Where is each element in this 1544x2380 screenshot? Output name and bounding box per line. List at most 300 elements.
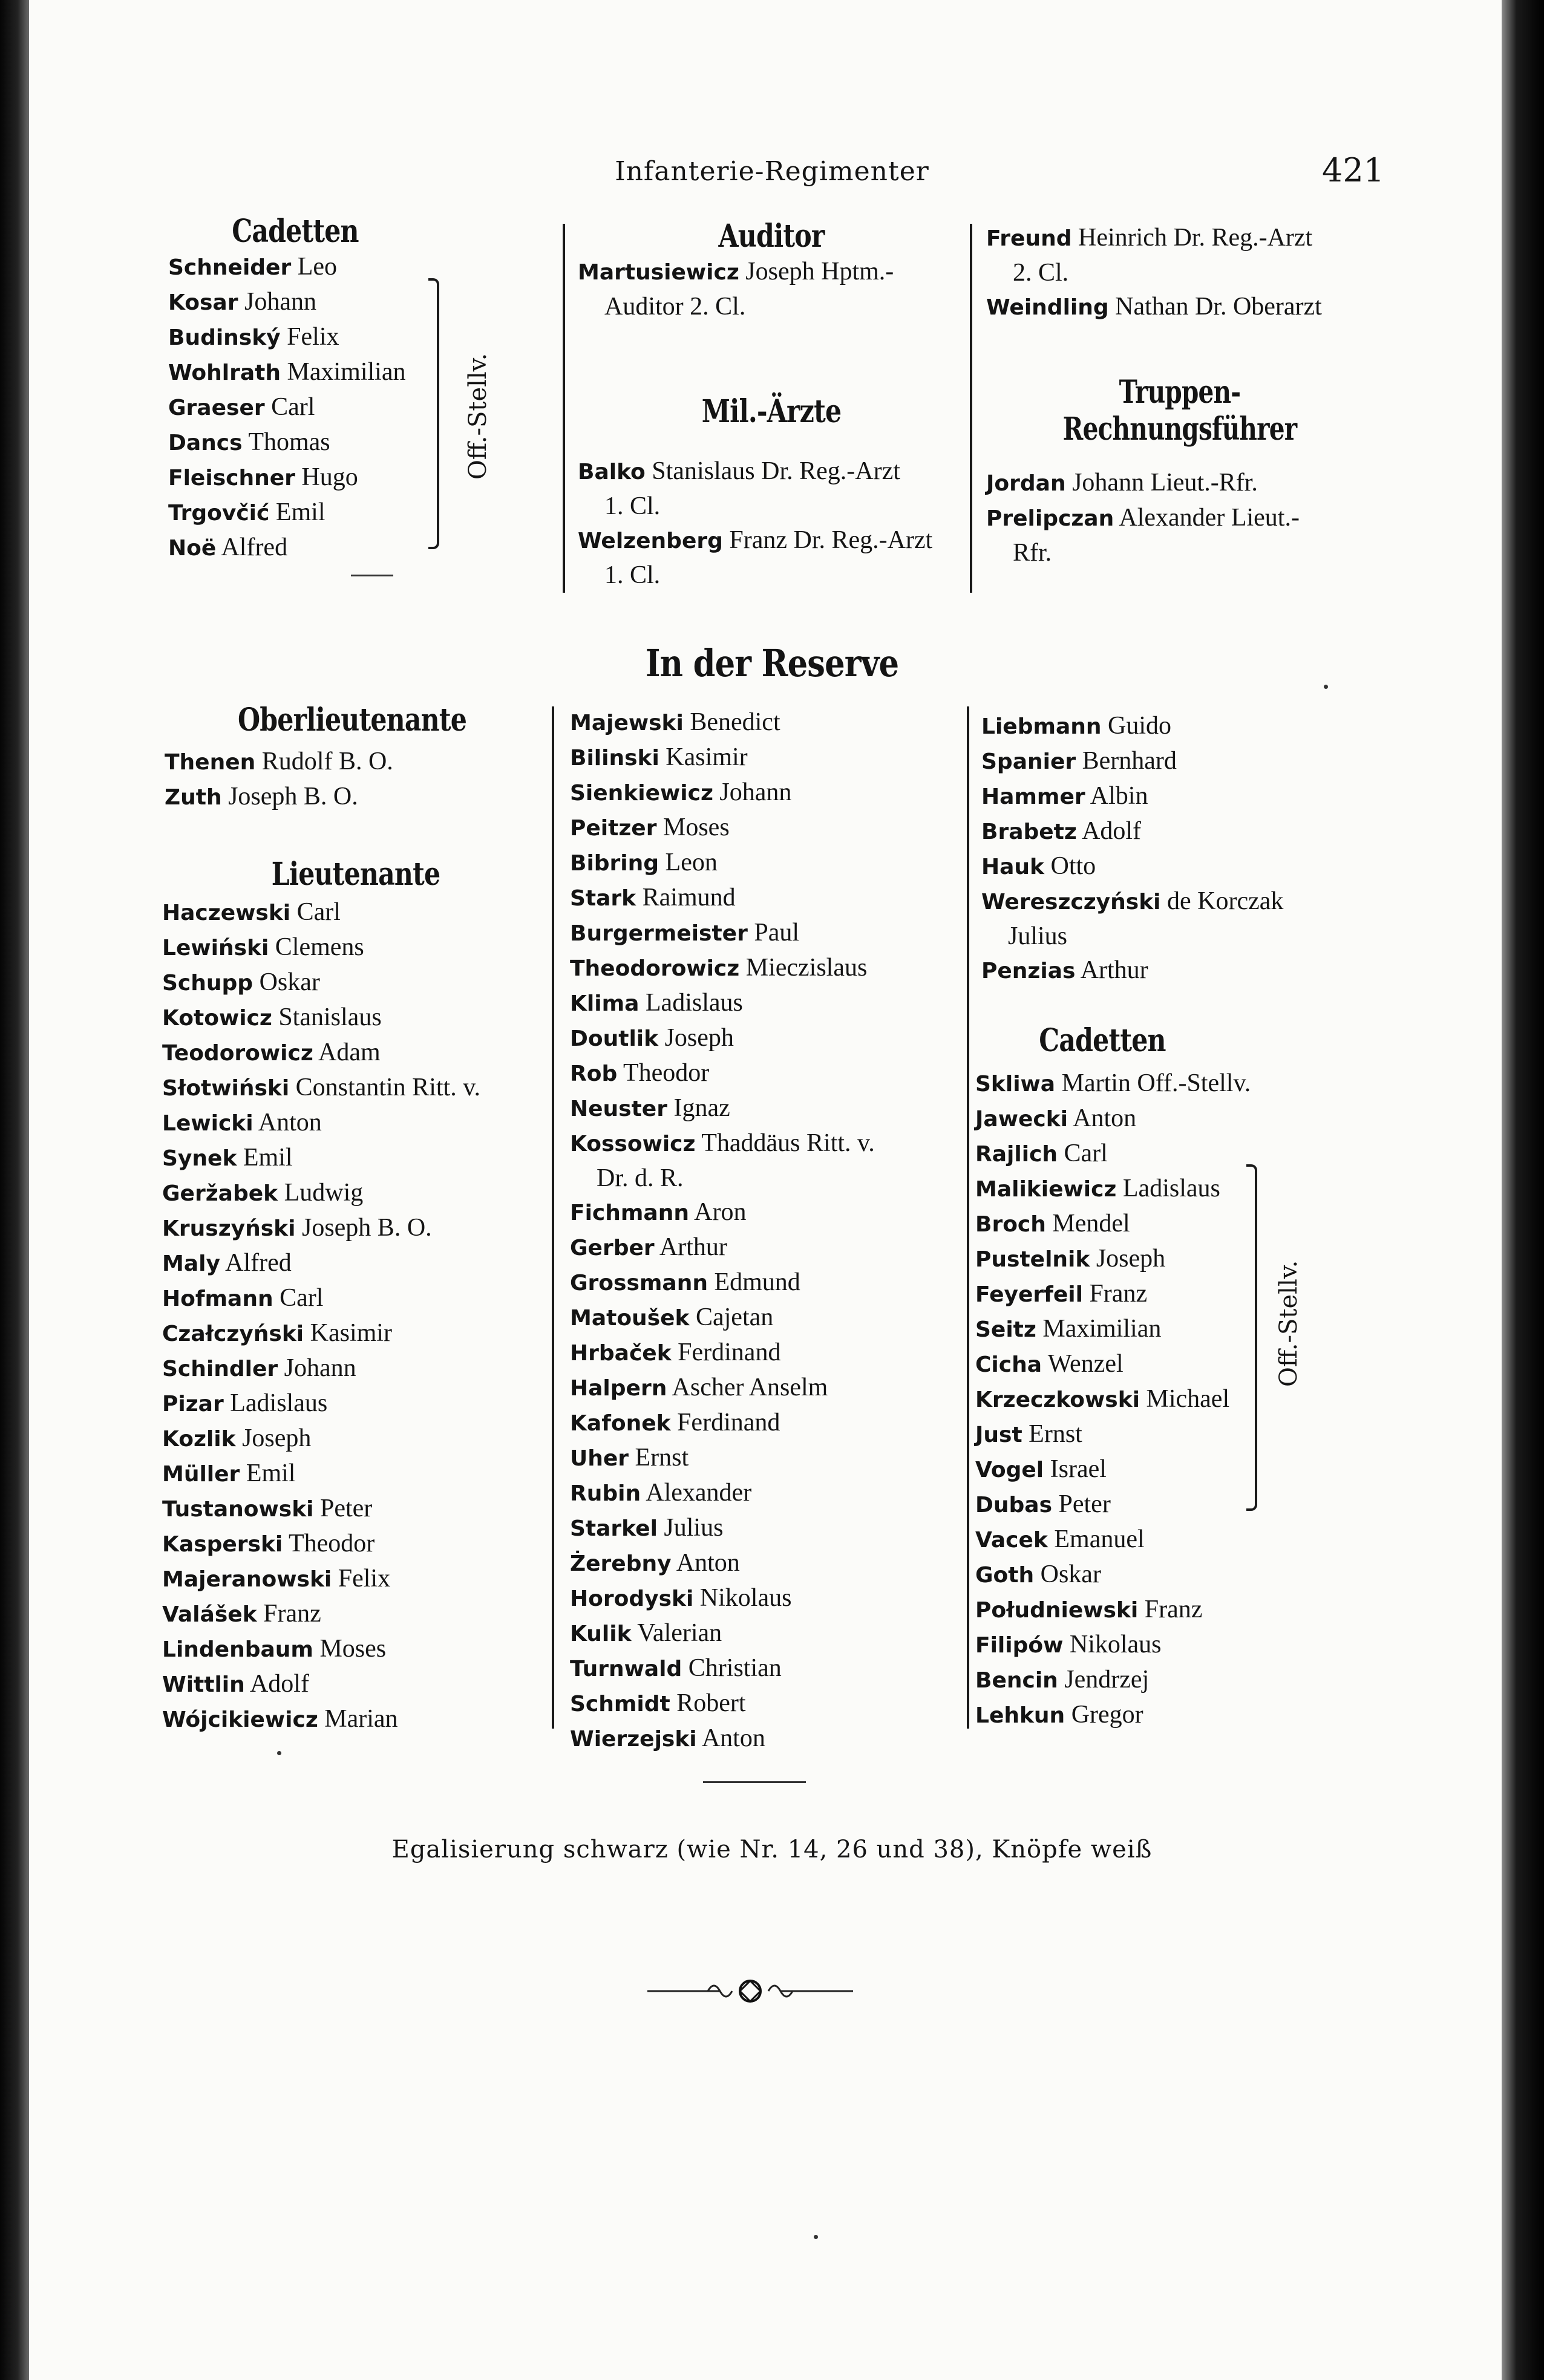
- list-item: [162, 965, 549, 1000]
- entry-details: Ignaz: [667, 1094, 730, 1122]
- list-item: [570, 1335, 969, 1371]
- entry-surname: Just: [975, 1423, 1022, 1447]
- entry-details: Dr. d. R.: [597, 1164, 684, 1192]
- brace-label: Off.-Stellv.: [1275, 1260, 1303, 1387]
- entry-surname: Horodyski: [570, 1586, 694, 1611]
- list-item: [162, 1492, 549, 1527]
- list-item: [570, 916, 969, 951]
- entry-list: [986, 221, 1373, 325]
- list-item: [570, 1371, 969, 1406]
- entry-list: [981, 709, 1381, 988]
- entry-surname: Martusiewicz: [578, 260, 739, 285]
- separator: [703, 1781, 806, 1783]
- list-item: [570, 1265, 969, 1300]
- entry-details: Emil: [237, 1144, 293, 1172]
- section-heading: Truppen-Rechnungsführer: [1062, 374, 1297, 448]
- list-item: [570, 1476, 969, 1511]
- list-item: [986, 501, 1373, 536]
- entry-surname: Haczewski: [162, 901, 291, 925]
- list-item: [981, 919, 1381, 953]
- list-item: [975, 1557, 1375, 1593]
- entry-details: Joseph Hptm.-: [739, 258, 894, 285]
- list-item: [162, 1000, 549, 1035]
- entry-surname: Budinský: [168, 325, 281, 350]
- entry-details: Auditor 2. Cl.: [604, 293, 746, 321]
- entry-surname: Kozlik: [162, 1427, 236, 1452]
- list-item: [570, 1686, 969, 1721]
- list-item: [570, 1546, 969, 1581]
- entry-surname: Wereszczyński: [981, 890, 1161, 915]
- entry-surname: Wohlrath: [168, 360, 281, 385]
- entry-surname: Żerebny: [570, 1551, 672, 1576]
- entry-surname: Cicha: [975, 1352, 1042, 1377]
- entry-surname: Kotowicz: [162, 1006, 272, 1031]
- entry-details: Joseph B. O.: [295, 1214, 432, 1242]
- list-item: [981, 953, 1381, 988]
- entry-surname: Neuster: [570, 1097, 667, 1121]
- entry-surname: Peitzer: [570, 816, 657, 841]
- column-rule: [970, 224, 972, 593]
- column-rule: [563, 224, 565, 593]
- entry-surname: Pustelnik: [975, 1247, 1090, 1272]
- list-item: [578, 255, 965, 290]
- list-item: [570, 1195, 969, 1230]
- entry-details: Johann Lieut.-Rfr.: [1065, 469, 1258, 497]
- entry-details: Franz Dr. Reg.-Arzt: [722, 526, 933, 554]
- entry-list: [570, 705, 969, 1756]
- entry-surname: Kossowicz: [570, 1132, 696, 1156]
- top-cadetten-section: [168, 213, 422, 566]
- list-item: [975, 1242, 1375, 1277]
- entry-surname: Feyerfeil: [975, 1282, 1083, 1307]
- list-item: [975, 1207, 1375, 1242]
- entry-details: Julius: [1008, 922, 1068, 950]
- list-item: [162, 1316, 549, 1351]
- entry-details: Felix: [280, 323, 339, 351]
- entry-surname: Schneider: [168, 255, 292, 280]
- list-item: [981, 884, 1381, 919]
- list-item: [162, 1211, 549, 1246]
- entry-details: Anton: [696, 1724, 765, 1752]
- reserve-right-column: [981, 709, 1381, 988]
- entry-list: [578, 255, 965, 324]
- entry-details: Albin: [1085, 782, 1148, 810]
- entry-surname: Doutlik: [570, 1026, 659, 1051]
- entry-details: Johann: [238, 288, 316, 316]
- entry-surname: Valášek: [162, 1602, 257, 1627]
- entry-details: Jendrzej: [1058, 1666, 1150, 1694]
- entry-details: Ferdinand: [671, 1338, 781, 1366]
- entry-details: Rudolf B. O.: [255, 748, 393, 775]
- entry-details: Alexander Lieut.-: [1114, 504, 1300, 532]
- list-item: [570, 1126, 969, 1161]
- entry-details: Carl: [290, 898, 341, 926]
- entry-surname: Kosar: [168, 290, 238, 315]
- entry-details: Wenzel: [1042, 1350, 1124, 1378]
- list-item: [578, 454, 965, 489]
- entry-surname: Schindler: [162, 1357, 278, 1381]
- entry-details: Alfred: [220, 1249, 292, 1277]
- entry-surname: Dubas: [975, 1493, 1053, 1518]
- list-item: [168, 495, 422, 530]
- entry-surname: Fichmann: [570, 1201, 689, 1225]
- entry-surname: Geržabek: [162, 1181, 278, 1206]
- list-item: [168, 355, 422, 390]
- list-item: [975, 1487, 1375, 1522]
- entry-surname: Freund: [986, 226, 1072, 251]
- entry-surname: Hofmann: [162, 1286, 273, 1311]
- list-item: [168, 460, 422, 495]
- section-heading: Auditor: [718, 218, 825, 255]
- speck: [1324, 685, 1328, 689]
- entry-details: Ludwig: [278, 1179, 364, 1207]
- list-item: [570, 1230, 969, 1265]
- list-item: [975, 1066, 1375, 1101]
- list-item: [570, 1581, 969, 1616]
- entry-details: de Korczak: [1160, 887, 1284, 915]
- entry-details: Hugo: [295, 463, 358, 491]
- list-item: [975, 1522, 1375, 1557]
- entry-surname: Weindling: [986, 295, 1109, 320]
- entry-details: Adam: [313, 1038, 381, 1066]
- entry-details: Adolf: [244, 1670, 309, 1698]
- entry-details: Emanuel: [1047, 1525, 1145, 1553]
- list-item: [570, 810, 969, 846]
- entry-surname: Czałczyński: [162, 1322, 304, 1346]
- entry-surname: Wittlin: [162, 1672, 245, 1697]
- entry-surname: Krzeczkowski: [975, 1387, 1140, 1412]
- entry-details: Constantin Ritt. v.: [289, 1074, 480, 1101]
- list-item: [570, 1021, 969, 1056]
- entry-list: [168, 250, 422, 566]
- speck: [277, 1751, 281, 1755]
- footer-note: Egalisierung schwarz (wie Nr. 14, 26 und 38), Knöpfe weiß: [391, 1836, 1153, 1863]
- list-item: [168, 285, 422, 320]
- entry-list: [162, 895, 549, 1737]
- entry-surname: Noë: [168, 536, 217, 561]
- list-item: [570, 986, 969, 1021]
- entry-details: Joseph B. O.: [221, 783, 358, 810]
- entry-surname: Uher: [570, 1446, 629, 1471]
- list-item: [165, 780, 540, 815]
- entry-surname: Goth: [975, 1563, 1035, 1588]
- list-item: [570, 1721, 969, 1756]
- list-item: [162, 1246, 549, 1281]
- entry-details: Joseph: [235, 1424, 312, 1452]
- section-heading: Oberlieutenante: [237, 702, 467, 738]
- entry-details: Carl: [1058, 1139, 1108, 1167]
- entry-surname: Brabetz: [981, 820, 1077, 844]
- entry-details: Moses: [656, 813, 730, 841]
- entry-details: Ferdinand: [670, 1409, 780, 1436]
- entry-surname: Skliwa: [975, 1072, 1056, 1097]
- entry-surname: Burgermeister: [570, 921, 748, 946]
- list-item: [570, 1406, 969, 1441]
- list-item: [975, 1698, 1375, 1733]
- entry-details: Arthur: [1075, 956, 1148, 984]
- entry-details: Emil: [269, 498, 325, 526]
- entry-details: Valerian: [631, 1619, 722, 1647]
- column-rule: [552, 706, 554, 1729]
- scan-left-edge: [0, 0, 29, 2380]
- entry-list: [986, 466, 1373, 570]
- entry-surname: Południewski: [975, 1598, 1139, 1623]
- list-item: [570, 775, 969, 810]
- list-item: [986, 466, 1373, 501]
- list-item: [162, 895, 549, 930]
- list-item: [162, 1351, 549, 1386]
- entry-surname: Hrbaček: [570, 1341, 672, 1366]
- list-item: [975, 1628, 1375, 1663]
- lieutenante-section: [162, 856, 549, 1737]
- entry-details: Julius: [657, 1514, 724, 1542]
- entry-surname: Wójcikiewicz: [162, 1707, 318, 1732]
- entry-details: Kasimir: [659, 743, 748, 771]
- entry-list: [975, 1066, 1375, 1733]
- entry-surname: Graeser: [168, 396, 265, 420]
- entry-details: Clemens: [269, 933, 364, 961]
- entry-surname: Schmidt: [570, 1692, 670, 1717]
- list-item: [162, 1667, 549, 1702]
- entry-details: Robert: [670, 1689, 746, 1717]
- speck: [814, 2235, 818, 2239]
- entry-details: Theodor: [617, 1059, 710, 1087]
- entry-surname: Maly: [162, 1251, 220, 1276]
- list-item: [975, 1417, 1375, 1452]
- entry-details: Bernhard: [1076, 747, 1177, 775]
- entry-surname: Matoušek: [570, 1306, 690, 1331]
- entry-surname: Bilinski: [570, 746, 659, 771]
- aerzte-section: [578, 393, 965, 592]
- entry-details: Rfr.: [1013, 539, 1052, 567]
- entry-details: Cajetan: [689, 1303, 774, 1331]
- list-item: [975, 1277, 1375, 1312]
- entry-details: Leo: [291, 253, 338, 281]
- entry-details: Joseph: [1090, 1245, 1166, 1273]
- entry-surname: Klima: [570, 991, 640, 1016]
- list-item: [975, 1101, 1375, 1136]
- entry-surname: Seitz: [975, 1317, 1036, 1342]
- entry-details: Joseph: [658, 1024, 734, 1052]
- entry-surname: Jawecki: [975, 1107, 1068, 1132]
- list-item: [578, 290, 965, 324]
- list-item: [975, 1136, 1375, 1172]
- entry-details: Stanislaus Dr. Reg.-Arzt: [645, 457, 900, 485]
- list-item: [975, 1347, 1375, 1382]
- list-item: [162, 1106, 549, 1141]
- list-item: [578, 558, 965, 592]
- list-item: [162, 1632, 549, 1667]
- entry-details: Martin Off.-Stellv.: [1055, 1069, 1251, 1097]
- entry-details: 1. Cl.: [604, 561, 661, 589]
- entry-details: Moses: [313, 1635, 387, 1663]
- entry-details: Paul: [747, 919, 800, 947]
- list-item: [986, 536, 1373, 570]
- entry-surname: Stark: [570, 886, 636, 911]
- entry-details: Ernst: [1022, 1420, 1082, 1448]
- list-item: [570, 951, 969, 986]
- column-rule: [967, 706, 969, 1729]
- entry-surname: Słotwiński: [162, 1076, 290, 1101]
- list-item: [168, 530, 422, 566]
- section-heading: Cadetten: [232, 213, 359, 250]
- entry-surname: Kafonek: [570, 1411, 671, 1436]
- entry-surname: Majeranowski: [162, 1567, 332, 1592]
- list-item: [168, 320, 422, 355]
- entry-surname: Gerber: [570, 1236, 655, 1260]
- list-item: [162, 1035, 549, 1071]
- entry-surname: Rob: [570, 1061, 618, 1086]
- list-item: [570, 1616, 969, 1651]
- entry-surname: Rajlich: [975, 1142, 1058, 1167]
- entry-details: Carl: [273, 1284, 324, 1312]
- entry-surname: Liebmann: [981, 714, 1102, 739]
- section-heading: Mil.-Ärzte: [701, 393, 842, 430]
- reserve-heading: In der Reserve: [645, 641, 899, 685]
- list-item: [975, 1663, 1375, 1698]
- entry-surname: Prelipczan: [986, 506, 1114, 531]
- entry-details: Kasimir: [304, 1319, 392, 1347]
- entry-list: [578, 454, 965, 592]
- section-heading: Cadetten: [1039, 1022, 1166, 1059]
- entry-surname: Lewiński: [162, 936, 269, 960]
- entry-surname: Lehkun: [975, 1703, 1065, 1728]
- entry-details: Ernst: [629, 1444, 689, 1472]
- list-item: [981, 779, 1381, 814]
- list-item: [162, 930, 549, 965]
- entry-details: Peter: [1052, 1490, 1111, 1518]
- list-item: [162, 1141, 549, 1176]
- entry-details: Edmund: [707, 1268, 800, 1296]
- entry-surname: Synek: [162, 1146, 237, 1171]
- entry-details: Felix: [332, 1565, 391, 1593]
- entry-details: Otto: [1044, 852, 1096, 880]
- list-item: [168, 425, 422, 460]
- entry-surname: Rubin: [570, 1481, 641, 1506]
- entry-details: Ladislaus: [639, 989, 743, 1017]
- list-item: [986, 221, 1373, 256]
- list-item: [570, 1511, 969, 1546]
- entry-surname: Kulik: [570, 1622, 632, 1646]
- list-item: [570, 1441, 969, 1476]
- list-item: [578, 523, 965, 558]
- entry-surname: Balko: [578, 460, 646, 484]
- list-item: [162, 1176, 549, 1211]
- entry-details: Carl: [264, 393, 315, 421]
- entry-surname: Trgovčić: [168, 501, 270, 526]
- entry-details: Gregor: [1065, 1701, 1143, 1729]
- list-item: [162, 1281, 549, 1316]
- entry-surname: Thenen: [165, 750, 256, 775]
- entry-details: Anton: [671, 1549, 740, 1577]
- list-item: [162, 1456, 549, 1492]
- entry-surname: Malikiewicz: [975, 1177, 1117, 1202]
- entry-details: Aron: [689, 1198, 747, 1226]
- entry-surname: Filipów: [975, 1633, 1064, 1658]
- entry-surname: Tustanowski: [162, 1497, 314, 1522]
- section-heading: Lieutenante: [271, 856, 440, 893]
- brace: [1246, 1164, 1257, 1511]
- list-item: [570, 1300, 969, 1335]
- entry-surname: Kasperski: [162, 1532, 283, 1557]
- list-item: [570, 740, 969, 775]
- auditor-section: [578, 218, 965, 324]
- entry-surname: Wierzejski: [570, 1727, 697, 1752]
- brace-label: Off.-Stellv.: [464, 353, 492, 480]
- list-item: [168, 390, 422, 425]
- list-item: [975, 1382, 1375, 1417]
- list-item: [162, 1386, 549, 1421]
- entry-surname: Majewski: [570, 711, 684, 735]
- entry-details: 1. Cl.: [604, 492, 661, 520]
- entry-details: Emil: [240, 1459, 296, 1487]
- entry-details: Franz: [1082, 1280, 1148, 1308]
- entry-details: Heinrich Dr. Reg.-Arzt: [1071, 224, 1313, 252]
- list-item: [162, 1421, 549, 1456]
- entry-details: Theodor: [283, 1530, 375, 1557]
- entry-surname: Theodorowicz: [570, 956, 740, 981]
- truppen-section: [986, 374, 1373, 570]
- entry-surname: Bibring: [570, 851, 659, 876]
- entry-details: Anton: [1067, 1104, 1137, 1132]
- entry-details: Christian: [682, 1654, 782, 1682]
- list-item: [162, 1527, 549, 1562]
- entry-details: Leon: [659, 849, 718, 876]
- list-item: [168, 250, 422, 285]
- entry-surname: Halpern: [570, 1376, 667, 1401]
- list-item: [570, 1161, 969, 1195]
- aerzte-continued: [986, 221, 1373, 325]
- entry-details: Guido: [1101, 712, 1172, 740]
- entry-surname: Broch: [975, 1212, 1046, 1237]
- reserve-cadetten-section: [975, 1022, 1375, 1733]
- entry-surname: Müller: [162, 1462, 240, 1487]
- entry-surname: Schupp: [162, 971, 254, 996]
- reserve-middle-column: [570, 705, 969, 1756]
- entry-list: [165, 745, 540, 815]
- entry-details: Stanislaus: [272, 1003, 382, 1031]
- entry-surname: Vacek: [975, 1528, 1048, 1553]
- entry-details: Arthur: [654, 1233, 727, 1261]
- separator: [351, 575, 393, 576]
- entry-details: Thomas: [242, 428, 330, 456]
- entry-details: Ascher Anselm: [667, 1374, 828, 1401]
- entry-details: Ladislaus: [1116, 1175, 1220, 1202]
- entry-surname: Zuth: [165, 785, 222, 810]
- entry-surname: Dancs: [168, 431, 243, 455]
- entry-details: Michael: [1140, 1385, 1230, 1413]
- list-item: [981, 744, 1381, 779]
- entry-details: Oskar: [253, 968, 320, 996]
- list-item: [975, 1312, 1375, 1347]
- entry-details: Maximilian: [281, 358, 406, 386]
- entry-surname: Vogel: [975, 1458, 1044, 1482]
- entry-surname: Hammer: [981, 784, 1085, 809]
- entry-details: Johann: [713, 778, 792, 806]
- entry-details: 2. Cl.: [1013, 259, 1069, 287]
- entry-surname: Starkel: [570, 1516, 658, 1541]
- list-item: [570, 1091, 969, 1126]
- list-item: [162, 1562, 549, 1597]
- entry-details: Nikolaus: [693, 1584, 792, 1612]
- entry-details: Oskar: [1034, 1560, 1101, 1588]
- entry-surname: Turnwald: [570, 1657, 682, 1681]
- list-item: [578, 489, 965, 523]
- entry-details: Adolf: [1076, 817, 1142, 845]
- list-item: [570, 881, 969, 916]
- list-item: [975, 1452, 1375, 1487]
- entry-details: Alfred: [216, 533, 288, 561]
